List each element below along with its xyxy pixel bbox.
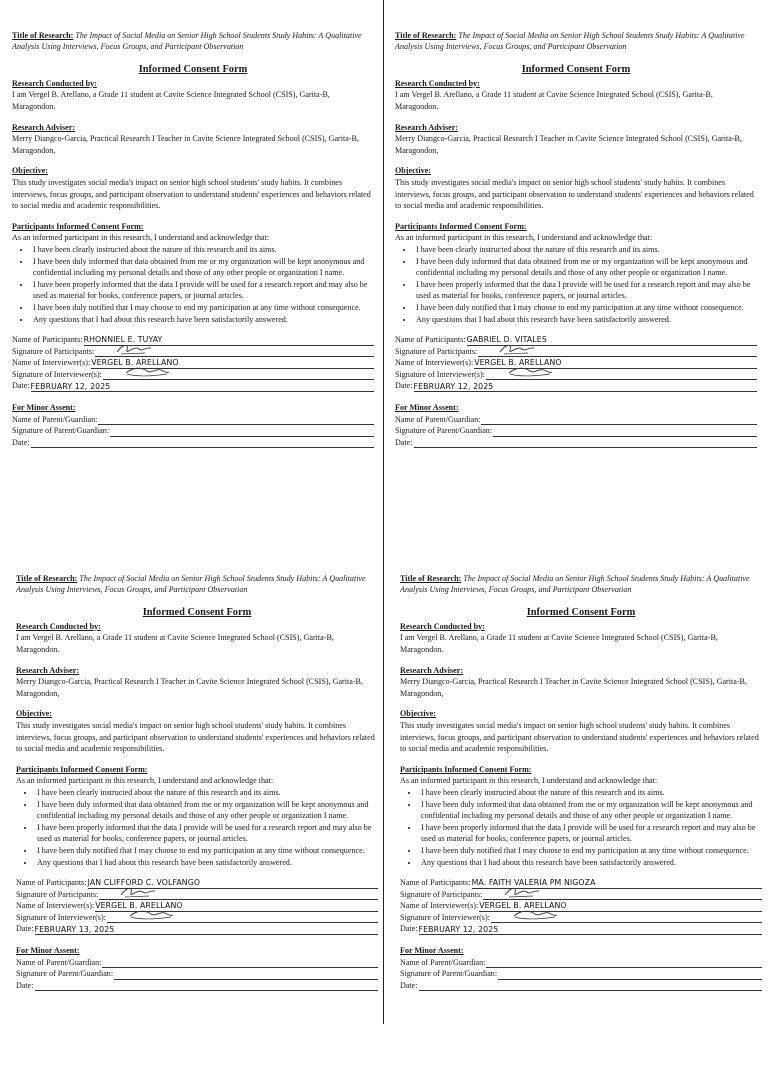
interviewer-signature-field[interactable] <box>107 913 378 924</box>
interviewer-name-field[interactable]: VERGEL B. ARELLANO <box>474 358 757 369</box>
participant-signature-icon <box>115 341 155 357</box>
minor-assent-heading: For Minor Assent: <box>400 946 464 956</box>
research-title-text: The Impact of Social Media on Senior High School Students Study Habits: A Qualitative Analysis Using Interviews, Focus Groups, and Participant Observation <box>12 31 362 52</box>
conducted-heading: Research Conducted by: <box>16 621 101 631</box>
participant-signature-label: Signature of Participants: <box>12 346 95 356</box>
date-label: Date: <box>12 381 30 391</box>
date-row <box>16 923 378 935</box>
interviewer-signature-icon <box>511 907 559 921</box>
participant-signature-label: Signature of Participants: <box>400 889 483 899</box>
objective-section <box>395 165 757 211</box>
minor-assent-section <box>16 945 378 991</box>
objective-heading: Objective: <box>400 709 436 719</box>
adviser-heading: Research Adviser: <box>12 122 76 132</box>
conducted-section <box>12 78 374 113</box>
date-row <box>395 380 757 392</box>
parent-name-row <box>12 414 374 426</box>
parent-date-label: Date: <box>12 437 30 447</box>
parent-date-field[interactable] <box>414 438 757 449</box>
signature-fields <box>12 334 374 392</box>
interviewer-signature-icon <box>123 364 171 378</box>
interviewer-name-row <box>400 900 762 912</box>
interviewer-signature-label: Signature of Interviewer(s): <box>16 912 106 922</box>
consent-form <box>12 30 374 535</box>
acknowledgement-item: • Any questions that I had about this research have been satisfactorily answered. <box>35 857 378 869</box>
acknowledgement-list <box>12 244 374 325</box>
interviewer-signature-label: Signature of Interviewer(s): <box>12 369 102 379</box>
interviewer-name-row <box>16 900 378 912</box>
interviewer-signature-icon <box>506 364 554 378</box>
participant-signature-row <box>395 346 757 358</box>
interviewer-signature-label: Signature of Interviewer(s): <box>395 369 485 379</box>
interviewer-signature-label: Signature of Interviewer(s): <box>400 912 490 922</box>
consent-section <box>395 221 757 325</box>
parent-signature-label: Signature of Parent/Guardian: <box>395 426 493 436</box>
parent-date-label: Date: <box>395 437 413 447</box>
interviewer-signature-row <box>400 912 762 924</box>
interviewer-name-label: Name of Interviewer(s): <box>395 358 474 368</box>
participant-signature-icon <box>119 884 159 900</box>
acknowledgement-list <box>395 244 757 325</box>
minor-assent-section <box>395 402 757 448</box>
adviser-heading: Research Adviser: <box>395 122 459 132</box>
minor-assent-heading: For Minor Assent: <box>16 946 80 956</box>
date-label: Date: <box>395 381 413 391</box>
parent-signature-label: Signature of Parent/Guardian: <box>16 969 114 979</box>
parent-signature-row <box>400 968 762 980</box>
parent-signature-row <box>395 425 757 437</box>
participant-name-field[interactable]: MA. FAITH VALERIA PM NIGOZA <box>472 878 762 889</box>
acknowledgement-item: • I have been duly informed that data obtained from me or my organization will be kept anonymous and confidential including my personal details and those of any other people or organization I name. <box>419 799 762 822</box>
interviewer-signature-field[interactable] <box>103 370 374 381</box>
participant-name-row <box>395 334 757 346</box>
consent-heading: Participants Informed Consent Form: <box>400 764 532 774</box>
objective-text: This study investigates social media's impact on senior high school students' study habits. It combines interviews, focus groups, and participant observation to understand students' experiences and behaviors related to social media and academic responsibilities. <box>400 720 759 754</box>
consent-form <box>16 573 378 1078</box>
parent-signature-row <box>12 425 374 437</box>
interviewer-name-label: Name of Interviewer(s): <box>16 901 95 911</box>
acknowledgement-list <box>400 787 762 868</box>
page-divider <box>383 0 384 1024</box>
participant-signature-field[interactable] <box>99 890 378 901</box>
acknowledgement-item: • I have been properly informed that the data I provide will be used for a research report and may also be used as material for books, conference papers, or journal articles. <box>419 822 762 845</box>
form-heading: Informed Consent Form <box>138 63 248 75</box>
parent-signature-field[interactable] <box>493 426 757 437</box>
participant-name-label: Name of Participants: <box>12 335 83 345</box>
consent-section <box>16 764 378 868</box>
adviser-text: Merry Diangco-Garcia, Practical Research I Teacher in Cavite Science Integrated School (CSIS), Garita-B, Maragondon, <box>16 677 363 698</box>
objective-heading: Objective: <box>12 166 48 176</box>
acknowledgement-item: • I have been duly informed that data obtained from me or my organization will be kept anonymous and confidential including my personal details and those of any other people or organization I name. <box>35 799 378 822</box>
participant-name-row <box>16 877 378 889</box>
conducted-heading: Research Conducted by: <box>395 78 480 88</box>
date-field[interactable]: FEBRUARY 12, 2025 <box>31 382 374 393</box>
minor-assent-heading: For Minor Assent: <box>12 403 76 413</box>
participant-signature-icon <box>503 884 543 900</box>
adviser-text: Merry Diangco-Garcia, Practical Research I Teacher in Cavite Science Integrated School (CSIS), Garita-B, Maragondon, <box>395 134 742 155</box>
participant-signature-field[interactable] <box>483 890 762 901</box>
objective-heading: Objective: <box>395 166 431 176</box>
objective-section <box>12 165 374 211</box>
consent-form <box>400 573 762 1078</box>
parent-name-field[interactable] <box>98 415 374 426</box>
research-title-label: Title of Research: <box>400 574 462 583</box>
parent-date-field[interactable] <box>35 981 378 992</box>
parent-signature-row <box>16 968 378 980</box>
consent-section <box>400 764 762 868</box>
adviser-section <box>400 665 762 700</box>
interviewer-signature-field[interactable] <box>491 913 762 924</box>
acknowledgement-item: • I have been duly notified that I may choose to end my participation at any time without consequence. <box>419 845 762 857</box>
date-field[interactable]: FEBRUARY 12, 2025 <box>419 925 762 936</box>
acknowledgement-item: • I have been properly informed that the data I provide will be used for a research report and may also be used as material for books, conference papers, or journal articles. <box>414 279 757 302</box>
date-row <box>400 923 762 935</box>
minor-assent-heading: For Minor Assent: <box>395 403 459 413</box>
parent-date-row <box>400 980 762 992</box>
conducted-section <box>395 78 757 113</box>
participant-signature-row <box>16 889 378 901</box>
research-title-text: The Impact of Social Media on Senior High School Students Study Habits: A Qualitative Analysis Using Interviews, Focus Groups, and Participant Observation <box>400 574 750 595</box>
form-heading: Informed Consent Form <box>142 606 252 618</box>
conducted-section <box>400 621 762 656</box>
parent-name-field[interactable] <box>486 958 762 969</box>
interviewer-name-field[interactable]: VERGEL B. ARELLANO <box>95 901 378 912</box>
consent-intro: As an informed participant in this research, I understand and acknowledge that: <box>400 776 658 786</box>
parent-signature-label: Signature of Parent/Guardian: <box>400 969 498 979</box>
parent-signature-label: Signature of Parent/Guardian: <box>12 426 110 436</box>
participant-signature-icon <box>498 341 538 357</box>
research-title <box>395 30 757 53</box>
date-field[interactable]: FEBRUARY 13, 2025 <box>35 925 378 936</box>
acknowledgement-item: • I have been duly notified that I may choose to end my participation at any time without consequence. <box>414 302 757 314</box>
participant-name-field[interactable]: GABRIEL D. VITALES <box>467 335 757 346</box>
acknowledgement-item: • I have been clearly instructed about the nature of this research and its aims. <box>414 244 757 256</box>
conducted-text: I am Vergel B. Arellano, a Grade 11 student at Cavite Science Integrated School (CSIS), Garita-B, Maragondon. <box>400 633 718 654</box>
acknowledgement-item: • I have been properly informed that the data I provide will be used for a research report and may also be used as material for books, conference papers, or journal articles. <box>31 279 374 302</box>
interviewer-name-field[interactable]: VERGEL B. ARELLANO <box>479 901 762 912</box>
participant-signature-row <box>12 346 374 358</box>
parent-date-row <box>12 437 374 449</box>
parent-date-label: Date: <box>400 980 418 990</box>
research-title <box>16 573 378 596</box>
date-row <box>12 380 374 392</box>
acknowledgement-item: • I have been duly notified that I may choose to end my participation at any time without consequence. <box>31 302 374 314</box>
acknowledgement-item: • I have been duly informed that data obtained from me or my organization will be kept anonymous and confidential including my personal details and those of any other people or organization I name. <box>31 256 374 279</box>
conducted-section <box>16 621 378 656</box>
research-title-text: The Impact of Social Media on Senior High School Students Study Habits: A Qualitative Analysis Using Interviews, Focus Groups, and Participant Observation <box>16 574 366 595</box>
objective-section <box>16 708 378 754</box>
parent-date-label: Date: <box>16 980 34 990</box>
parent-date-field[interactable] <box>419 981 762 992</box>
signature-fields <box>16 877 378 935</box>
research-title-label: Title of Research: <box>12 31 74 40</box>
form-heading: Informed Consent Form <box>521 63 631 75</box>
acknowledgement-item: • I have been properly informed that the data I provide will be used for a research report and may also be used as material for books, conference papers, or journal articles. <box>35 822 378 845</box>
parent-name-field[interactable] <box>102 958 378 969</box>
consent-section <box>12 221 374 325</box>
acknowledgement-item: • I have been clearly instructed about the nature of this research and its aims. <box>35 787 378 799</box>
research-title <box>12 30 374 53</box>
acknowledgement-list <box>16 787 378 868</box>
conducted-text: I am Vergel B. Arellano, a Grade 11 student at Cavite Science Integrated School (CSIS), Garita-B, Maragondon. <box>395 90 713 111</box>
adviser-heading: Research Adviser: <box>400 665 464 675</box>
adviser-section <box>16 665 378 700</box>
parent-name-label: Name of Parent/Guardian: <box>400 957 486 967</box>
parent-name-label: Name of Parent/Guardian: <box>16 957 102 967</box>
adviser-text: Merry Diangco-Garcia, Practical Research I Teacher in Cavite Science Integrated School (CSIS), Garita-B, Maragondon, <box>400 677 747 698</box>
parent-name-label: Name of Parent/Guardian: <box>395 414 481 424</box>
objective-heading: Objective: <box>16 709 52 719</box>
conducted-heading: Research Conducted by: <box>12 78 97 88</box>
interviewer-name-row <box>395 357 757 369</box>
parent-signature-field[interactable] <box>114 969 378 980</box>
parent-signature-field[interactable] <box>498 969 762 980</box>
acknowledgement-item: • I have been duly informed that data obtained from me or my organization will be kept anonymous and confidential including my personal details and those of any other people or organization I name. <box>414 256 757 279</box>
research-title-text: The Impact of Social Media on Senior High School Students Study Habits: A Qualitative Analysis Using Interviews, Focus Groups, and Participant Observation <box>395 31 745 52</box>
participant-name-label: Name of Participants: <box>400 878 471 888</box>
participant-signature-label: Signature of Participants: <box>16 889 99 899</box>
interviewer-name-label: Name of Interviewer(s): <box>12 358 91 368</box>
research-title <box>400 573 762 596</box>
conducted-text: I am Vergel B. Arellano, a Grade 11 student at Cavite Science Integrated School (CSIS), Garita-B, Maragondon. <box>16 633 334 654</box>
acknowledgement-item: • I have been duly notified that I may choose to end my participation at any time without consequence. <box>35 845 378 857</box>
interviewer-name-row <box>12 357 374 369</box>
signature-fields <box>400 877 762 935</box>
parent-date-field[interactable] <box>31 438 374 449</box>
parent-signature-field[interactable] <box>110 426 374 437</box>
adviser-section <box>395 122 757 157</box>
research-title-label: Title of Research: <box>395 31 457 40</box>
conducted-text: I am Vergel B. Arellano, a Grade 11 student at Cavite Science Integrated School (CSIS), Garita-B, Maragondon. <box>12 90 330 111</box>
consent-form <box>395 30 757 535</box>
parent-name-row <box>395 414 757 426</box>
consent-intro: As an informed participant in this research, I understand and acknowledge that: <box>16 776 274 786</box>
participant-signature-field[interactable] <box>95 347 374 358</box>
acknowledgement-item: • I have been clearly instructed about the nature of this research and its aims. <box>419 787 762 799</box>
parent-date-row <box>16 980 378 992</box>
acknowledgement-item: • Any questions that I had about this research have been satisfactorily answered. <box>419 857 762 869</box>
consent-intro: As an informed participant in this research, I understand and acknowledge that: <box>12 233 270 243</box>
participant-name-label: Name of Participants: <box>395 335 466 345</box>
interviewer-signature-field[interactable] <box>486 370 757 381</box>
objective-text: This study investigates social media's impact on senior high school students' study habits. It combines interviews, focus groups, and participant observation to understand students' experiences and behaviors related to social media and academic responsibilities. <box>12 177 371 211</box>
conducted-heading: Research Conducted by: <box>400 621 485 631</box>
parent-name-row <box>16 957 378 969</box>
participant-name-field[interactable]: JAN CLIFFORD C. VOLFANGO <box>88 878 378 889</box>
parent-date-row <box>395 437 757 449</box>
interviewer-name-field[interactable]: VERGEL B. ARELLANO <box>91 358 374 369</box>
interviewer-signature-row <box>16 912 378 924</box>
objective-text: This study investigates social media's impact on senior high school students' study habits. It combines interviews, focus groups, and participant observation to understand students' experiences and behaviors related to social media and academic responsibilities. <box>395 177 754 211</box>
consent-heading: Participants Informed Consent Form: <box>16 764 148 774</box>
participant-name-field[interactable]: RHONNIEL E. TUYAY <box>84 335 374 346</box>
adviser-text: Merry Diangco-Garcia, Practical Research I Teacher in Cavite Science Integrated School (CSIS), Garita-B, Maragondon, <box>12 134 359 155</box>
acknowledgement-item: • I have been clearly instructed about the nature of this research and its aims. <box>31 244 374 256</box>
acknowledgement-item: • Any questions that I had about this research have been satisfactorily answered. <box>31 314 374 326</box>
participant-signature-label: Signature of Participants: <box>395 346 478 356</box>
adviser-heading: Research Adviser: <box>16 665 80 675</box>
minor-assent-section <box>12 402 374 448</box>
date-label: Date: <box>400 924 418 934</box>
participant-name-label: Name of Participants: <box>16 878 87 888</box>
parent-name-label: Name of Parent/Guardian: <box>12 414 98 424</box>
research-title-label: Title of Research: <box>16 574 78 583</box>
participant-signature-row <box>400 889 762 901</box>
participant-name-row <box>400 877 762 889</box>
interviewer-signature-icon <box>127 907 175 921</box>
objective-section <box>400 708 762 754</box>
signature-fields <box>395 334 757 392</box>
date-label: Date: <box>16 924 34 934</box>
interviewer-name-label: Name of Interviewer(s): <box>400 901 479 911</box>
consent-intro: As an informed participant in this research, I understand and acknowledge that: <box>395 233 653 243</box>
participant-name-row <box>12 334 374 346</box>
objective-text: This study investigates social media's impact on senior high school students' study habits. It combines interviews, focus groups, and participant observation to understand students' experiences and behaviors related to social media and academic responsibilities. <box>16 720 375 754</box>
form-heading: Informed Consent Form <box>526 606 636 618</box>
acknowledgement-item: • Any questions that I had about this research have been satisfactorily answered. <box>414 314 757 326</box>
consent-heading: Participants Informed Consent Form: <box>395 221 527 231</box>
date-field[interactable]: FEBRUARY 12, 2025 <box>414 382 757 393</box>
parent-name-field[interactable] <box>481 415 757 426</box>
adviser-section <box>12 122 374 157</box>
minor-assent-section <box>400 945 762 991</box>
interviewer-signature-row <box>12 369 374 381</box>
interviewer-signature-row <box>395 369 757 381</box>
consent-heading: Participants Informed Consent Form: <box>12 221 144 231</box>
participant-signature-field[interactable] <box>478 347 757 358</box>
parent-name-row <box>400 957 762 969</box>
